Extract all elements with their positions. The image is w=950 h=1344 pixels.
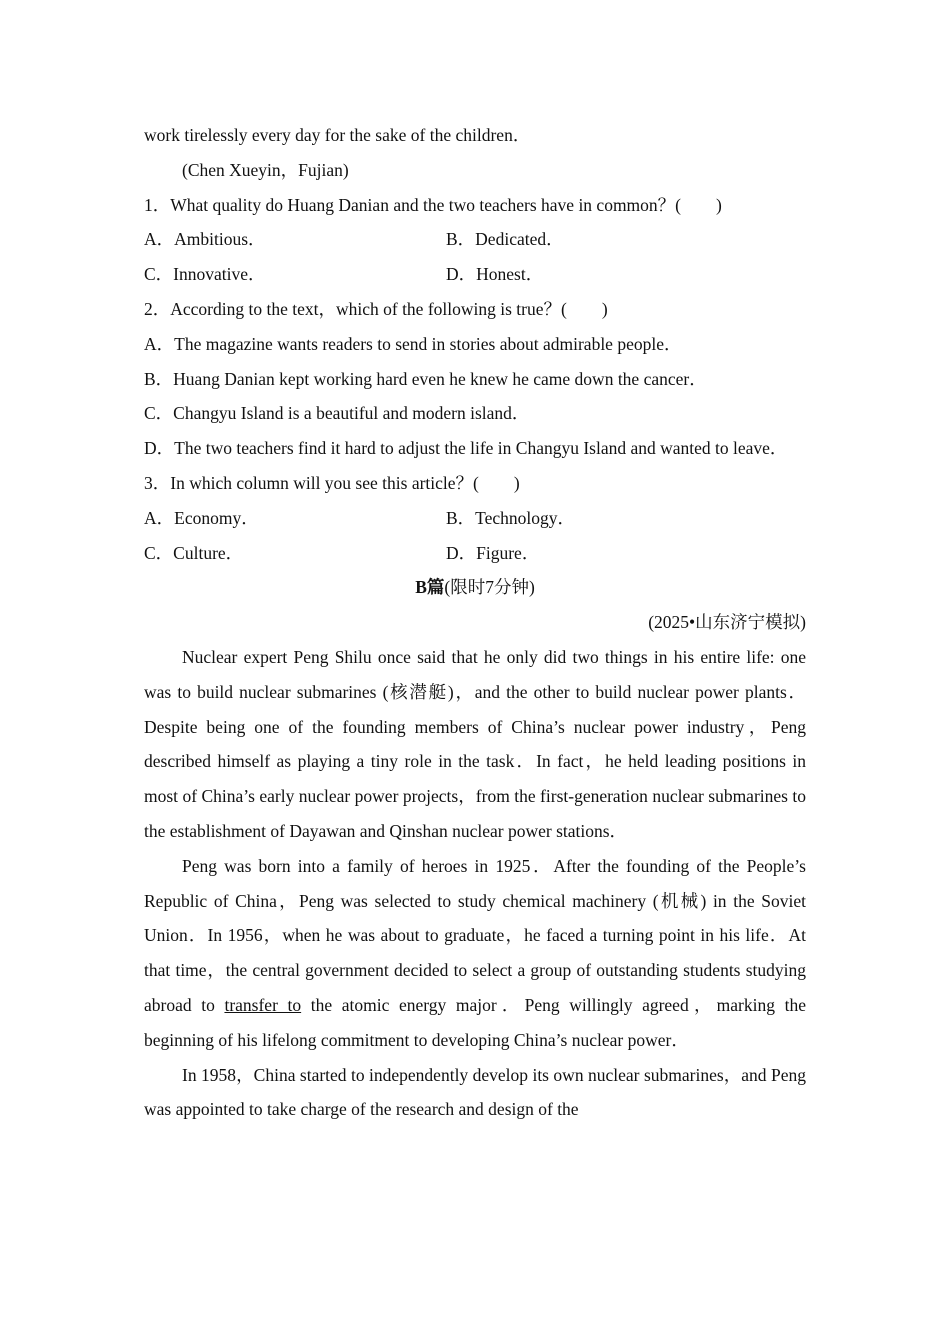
option-d: D．The two teachers find it hard to adjust the life in Changyu Island and wanted to leave． bbox=[144, 438, 788, 459]
option-a: A．Economy． bbox=[144, 507, 259, 528]
passage-ending-line: work tirelessly every day for the sake of the children． bbox=[144, 125, 531, 145]
section-time-limit: (限时7分钟) bbox=[444, 577, 535, 598]
question-1-options-row-1 bbox=[144, 222, 806, 257]
question-3-options-row-1 bbox=[144, 501, 806, 536]
author-credit: (Chen Xueyin，Fujian) bbox=[182, 159, 349, 180]
option-d: D．Honest． bbox=[446, 264, 544, 285]
passage-paragraph-1: Nuclear expert Peng Shilu once said that he only did two things in his entire life: one was to build nuclear submarines (核潜艇)，and the other to build nuclear power plants．Despite being one of the founding members of China’s nuclear power industry，Peng described himself as playing a tiny role in the task．In fact，he held leading positions in most of China’s early nuclear power projects，from the first-generation nuclear submarines to the establishment of Dayawan and Qinshan nuclear power stations． bbox=[144, 646, 806, 841]
question-3-stem: 3．In which column will you see this article？( ) bbox=[144, 472, 520, 493]
question-1-stem: 1．What quality do Huang Danian and the two teachers have in common？( ) bbox=[144, 194, 722, 215]
question-1-options-row-2 bbox=[144, 257, 806, 292]
paragraph-text: Peng was born into a family of heroes in 1925．After the founding of the People’s Republic of China，Peng was selected to study chemical machinery (机械) in the Soviet Union．In 1956，when he was about to graduate，he faced a turning point in his life．At that time，the central government decided to select a group of outstanding students studying abroad to bbox=[144, 855, 806, 1015]
section-label: B篇 bbox=[415, 577, 445, 598]
section-source: (2025•山东济宁模拟) bbox=[648, 612, 806, 633]
underlined-phrase: transfer to bbox=[224, 994, 302, 1015]
question-2-stem: 2．According to the text，which of the following is true？( ) bbox=[144, 298, 608, 319]
option-d: D．Figure． bbox=[446, 542, 540, 563]
option-a: A．Ambitious． bbox=[144, 229, 266, 250]
option-a: A．The magazine wants readers to send in stories about admirable people． bbox=[144, 333, 682, 354]
option-b: B．Technology． bbox=[446, 507, 576, 528]
section-title bbox=[144, 570, 806, 605]
document-page bbox=[144, 118, 806, 1127]
passage-paragraph-3: In 1958，China started to independently develop its own nuclear submarines，and Peng was appointed to take charge of the research and design of the bbox=[144, 1064, 806, 1120]
option-c: C．Changyu Island is a beautiful and modern island． bbox=[144, 403, 530, 424]
option-c: C．Culture． bbox=[144, 542, 244, 563]
option-b: B．Dedicated． bbox=[446, 229, 564, 250]
passage-paragraph-2 bbox=[144, 849, 806, 1058]
question-3-options-row-2 bbox=[144, 536, 806, 571]
paragraph-text: the atomic energy major．Peng willingly agreed，marking the beginning of his lifelong commitment to developing China’s nuclear power． bbox=[144, 994, 806, 1050]
option-b: B．Huang Danian kept working hard even he knew he came down the cancer． bbox=[144, 368, 707, 389]
option-c: C．Innovative． bbox=[144, 264, 266, 285]
